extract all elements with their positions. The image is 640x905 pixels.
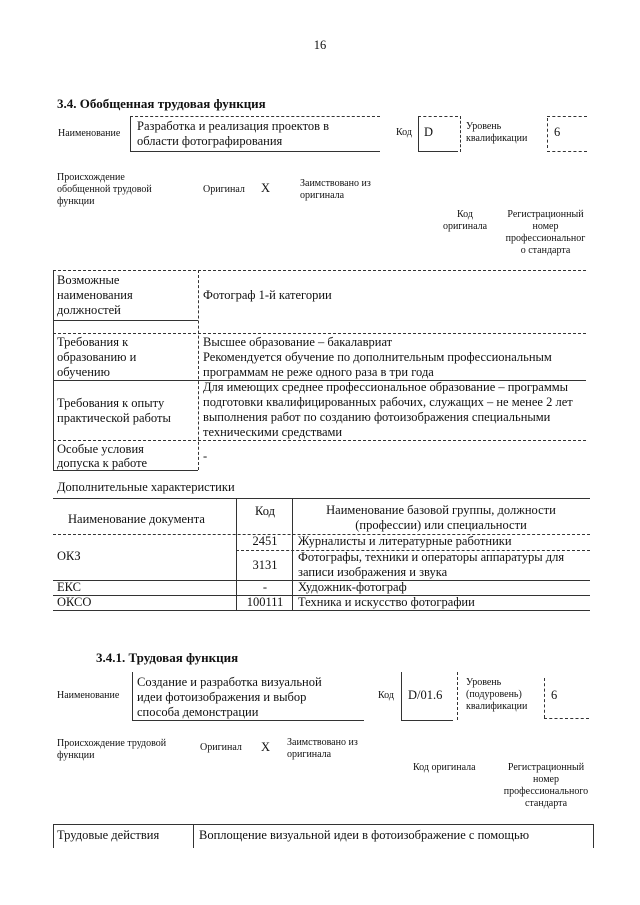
- header-document: Наименование документа: [68, 512, 205, 526]
- sub-origin-label-2: функции: [57, 750, 95, 761]
- name-label: Наименование: [58, 128, 121, 139]
- sub-name-line-2: идеи фотоизображения и выбор: [137, 690, 307, 704]
- sub-orig-code-label: Код оригинала: [413, 762, 476, 773]
- education-label-1: Требования к: [57, 335, 129, 349]
- original-label: Оригинал: [203, 184, 245, 195]
- code-box-bottom: [418, 151, 458, 152]
- row4-doc: ОКСО: [57, 595, 92, 609]
- actions-label: Трудовые действия: [57, 828, 160, 842]
- row2-name-1: Фотографы, техники и операторы аппаратуры для: [298, 550, 565, 564]
- attr-top-line: [53, 270, 586, 271]
- experience-line-3: выполнения работ по созданию фотоизображения специальными: [203, 410, 551, 424]
- subsection-title: 3.4.1. Трудовая функция: [96, 650, 239, 665]
- row4-name: Техника и искусство фотографии: [298, 595, 475, 609]
- level-label-2: квалификации: [466, 133, 528, 144]
- row1-name: Журналисты и литературные работники: [298, 534, 512, 548]
- level-label-1: Уровень: [466, 121, 502, 132]
- row2-doc: ОКЗ: [57, 549, 81, 563]
- education-label-2: образованию и: [57, 350, 137, 364]
- reg-label-3: профессиональног: [505, 233, 586, 244]
- sub-reg-label-4: стандарта: [524, 798, 568, 809]
- sub-level-value: 6: [551, 688, 558, 702]
- education-label-3: обучению: [57, 365, 110, 379]
- origin-label-1: Происхождение: [57, 172, 125, 183]
- sub-name-line-3: способа демонстрации: [137, 705, 259, 719]
- code-value: D: [424, 125, 434, 139]
- sub-original-label: Оригинал: [200, 742, 242, 753]
- sub-origin-label-1: Происхождение трудовой: [57, 738, 167, 749]
- sub-name-line-1: Создание и разработка визуальной: [137, 675, 322, 689]
- possible-names-label-1: Возможные: [57, 273, 120, 287]
- name-box-bottom: [130, 151, 380, 152]
- education-line-1: Высшее образование – бакалавриат: [203, 335, 393, 349]
- possible-names-label-3: должностей: [57, 303, 121, 317]
- experience-label-2: практической работы: [57, 411, 171, 425]
- special-label-1: Особые условия: [57, 442, 144, 456]
- sub-level-box-left: [457, 672, 458, 720]
- sub-level-label-3: квалификации: [466, 701, 528, 712]
- actions-top-line: [53, 824, 594, 825]
- borrowed-label-1: Заимствовано из: [300, 178, 371, 189]
- origin-label-2: обобщенной трудовой: [57, 184, 152, 195]
- sub-level-label-1: Уровень: [466, 677, 502, 688]
- sub-name-box-bottom: [132, 720, 364, 721]
- sub-name-box-left: [132, 672, 133, 720]
- special-label-2: допуска к работе: [57, 456, 148, 470]
- attr-bottom-line: [53, 470, 198, 471]
- sub-name-label: Наименование: [57, 690, 120, 701]
- orig-code-label-1: Код: [457, 209, 473, 220]
- actions-mid-line: [193, 824, 194, 848]
- sub-level-value-box-bottom: [544, 718, 589, 719]
- row1-code: 2451: [252, 534, 278, 548]
- section-title: 3.4. Обобщенная трудовая функция: [57, 96, 266, 111]
- header-group-2: (профессии) или специальности: [355, 518, 527, 532]
- row2-code: 3131: [252, 558, 278, 572]
- possible-names-label-2: наименования: [57, 288, 133, 302]
- sub-borrowed-label-1: Заимствовано из: [287, 737, 358, 748]
- experience-line-4: техническими средствами: [203, 425, 343, 439]
- sub-reg-label-1: Регистрационный: [507, 762, 585, 773]
- borrowed-label-2: оригинала: [300, 190, 345, 201]
- sub-original-mark: X: [261, 740, 271, 754]
- code-box-top: [418, 116, 458, 117]
- reg-label-2: номер: [532, 221, 559, 232]
- add-table-top: [53, 498, 590, 499]
- sub-code-box-left: [401, 672, 402, 720]
- reg-label-4: о стандарта: [520, 245, 571, 256]
- page-number: 16: [313, 38, 327, 52]
- code-label: Код: [396, 127, 412, 138]
- sub-code-label: Код: [378, 690, 394, 701]
- experience-line-1: Для имеющих среднее профессиональное образование – программы: [203, 380, 569, 394]
- actions-left-line: [53, 824, 54, 848]
- sub-code-box-bottom: [401, 720, 453, 721]
- row2-name-2: записи изображения и звука: [298, 565, 448, 579]
- sub-code-value: D/01.6: [408, 688, 443, 702]
- original-mark: X: [261, 181, 271, 195]
- level-value: 6: [554, 125, 561, 139]
- origin-label-3: функции: [57, 196, 95, 207]
- sub-reg-label-3: профессионального: [503, 786, 589, 797]
- row4-code: 100111: [246, 595, 284, 609]
- sub-reg-label-2: номер: [533, 774, 559, 785]
- experience-label-1: Требования к опыту: [57, 396, 165, 410]
- attr-row4-top: [53, 440, 586, 441]
- add-col2-line: [292, 498, 293, 610]
- header-code: Код: [255, 504, 275, 518]
- sub-borrowed-label-2: оригинала: [287, 749, 332, 760]
- experience-line-2: подготовки квалифицированных рабочих, служащих – не менее 2 лет: [203, 395, 573, 409]
- special-value: -: [203, 449, 208, 463]
- level-value-box-top: [547, 116, 587, 117]
- level-value-box-left: [547, 118, 548, 148]
- sub-level-label-2: (подуровень): [466, 689, 522, 700]
- add-col1-line: [236, 498, 237, 610]
- name-box-left: [130, 116, 131, 152]
- add-table-bottom: [53, 610, 590, 611]
- row3-code: -: [262, 580, 268, 594]
- reg-label-1: Регистрационный: [507, 209, 584, 220]
- name-value-line-1: Разработка и реализация проектов в: [137, 119, 330, 133]
- level-value-box-bottom: [547, 151, 587, 152]
- sub-level-value-box-left: [544, 678, 545, 718]
- actions-value: Воплощение визуальной идеи в фотоизображение с помощью: [199, 828, 530, 842]
- actions-right-line: [593, 824, 594, 848]
- name-value-line-2: области фотографирования: [137, 134, 283, 148]
- name-box-top: [130, 116, 380, 117]
- code-box-left: [418, 116, 419, 152]
- possible-names-value: Фотограф 1-й категории: [203, 288, 332, 302]
- education-line-2: Рекомендуется обучение по дополнительным профессиональным: [203, 350, 552, 364]
- header-group-1: Наименование базовой группы, должности: [326, 503, 556, 517]
- additional-title: Дополнительные характеристики: [57, 480, 235, 494]
- level-box-left: [460, 116, 461, 152]
- row3-doc: ЕКС: [57, 580, 81, 594]
- attr-row2-top: [53, 333, 586, 334]
- attr-row1-underline: [53, 320, 198, 321]
- education-line-3: программам не реже одного раза в три года: [203, 365, 434, 379]
- row3-name: Художник-фотограф: [298, 580, 407, 594]
- orig-code-label-2: оригинала: [442, 221, 488, 232]
